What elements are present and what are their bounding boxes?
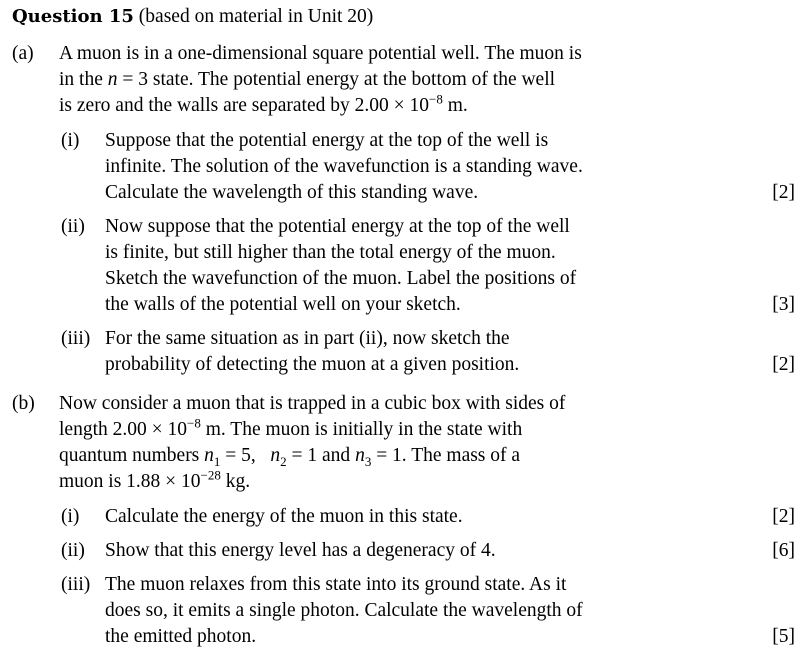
text-fragment: in the [59, 69, 103, 90]
part-b-iii-line-2: does so, it emits a single photon. Calculate the wavelength of [105, 600, 583, 621]
part-a-ii-marks: [3] [772, 294, 795, 315]
exponent: −28 [200, 467, 221, 483]
part-a-i-line-1: Suppose that the potential energy at the top of the well is [105, 130, 549, 151]
part-b-i-label: (i) [61, 506, 80, 527]
part-b-ii-label: (ii) [61, 540, 85, 561]
part-a-intro-line-1: A muon is in a one-dimensional square potential well. The muon is [59, 43, 582, 64]
text-fragment: kg. [220, 471, 251, 492]
math-variable-n: n [107, 69, 118, 90]
part-b-i-line-1: Calculate the energy of the muon in this state. [105, 506, 463, 527]
part-a-ii-line-3: Sketch the wavefunction of the muon. Label the positions of [105, 268, 577, 289]
part-b-intro-line-1: Now consider a muon that is trapped in a cubic box with sides of [59, 393, 566, 414]
part-a-intro-line-3 [59, 93, 468, 119]
part-b-intro-line-3 [59, 443, 520, 469]
math-variable-n1: n [204, 445, 214, 466]
part-a-i-marks: [2] [772, 182, 795, 203]
part-a-ii-line-2: is finite, but still higher than the total energy of the muon. [105, 242, 556, 263]
part-a-label: (a) [12, 43, 34, 64]
text-fragment: muon is 1.88 × 10 [59, 471, 201, 492]
part-a-iii-line-1: For the same situation as in part (ii), now sketch the [105, 328, 510, 349]
text-fragment: = 1. The mass of a [371, 445, 521, 466]
part-a-i-label: (i) [61, 130, 80, 151]
math-variable-n2: n [270, 445, 281, 466]
part-b-intro-line-2 [59, 417, 522, 443]
part-b-iii-marks: [5] [772, 626, 795, 647]
text-fragment: = 1 and [286, 445, 356, 466]
part-a-iii-marks: [2] [772, 354, 795, 375]
part-a-ii-line-1: Now suppose that the potential energy at the top of the well [105, 216, 570, 237]
part-b-iii-line-3: the emitted photon. [105, 626, 257, 647]
part-a-intro-line-2 [59, 67, 555, 93]
text-fragment: = 3 state. The potential energy at the bottom of the well [117, 69, 556, 90]
part-b-iii-label: (iii) [61, 574, 91, 595]
part-b-iii-line-1: The muon relaxes from this state into its ground state. As it [105, 574, 567, 595]
exponent: −8 [429, 91, 443, 107]
subscript: 3 [364, 453, 372, 469]
part-a-iii-label: (iii) [61, 328, 91, 349]
part-a-i-line-2: infinite. The solution of the wavefunction is a standing wave. [105, 156, 583, 177]
question-title: Question 15 [12, 6, 134, 27]
question-heading [12, 4, 373, 30]
part-b-i-marks: [2] [772, 506, 795, 527]
text-fragment: m. [442, 95, 468, 116]
text-fragment: = 5, [220, 445, 256, 466]
subscript: 2 [280, 453, 287, 469]
text-fragment: m. The muon is initially in the state with [200, 419, 523, 440]
text-fragment: is zero and the walls are separated by 2.00 × 10 [59, 95, 429, 116]
part-b-ii-marks: [6] [772, 540, 795, 561]
part-a-iii-line-2: probability of detecting the muon at a given position. [105, 354, 520, 375]
question-source-note: (based on material in Unit 20) [138, 6, 374, 27]
math-variable-n3: n [355, 445, 365, 466]
exponent: −8 [187, 415, 201, 431]
text-fragment: length 2.00 × 10 [59, 419, 187, 440]
text-fragment: quantum numbers [59, 445, 205, 466]
part-b-label: (b) [12, 393, 35, 414]
part-a-ii-label: (ii) [61, 216, 85, 237]
subscript: 1 [213, 453, 221, 469]
part-a-ii-line-4: the walls of the potential well on your sketch. [105, 294, 461, 315]
part-b-ii-line-1: Show that this energy level has a degeneracy of 4. [105, 540, 496, 561]
part-a-i-line-3: Calculate the wavelength of this standing wave. [105, 182, 479, 203]
part-b-intro-line-4 [59, 469, 250, 495]
